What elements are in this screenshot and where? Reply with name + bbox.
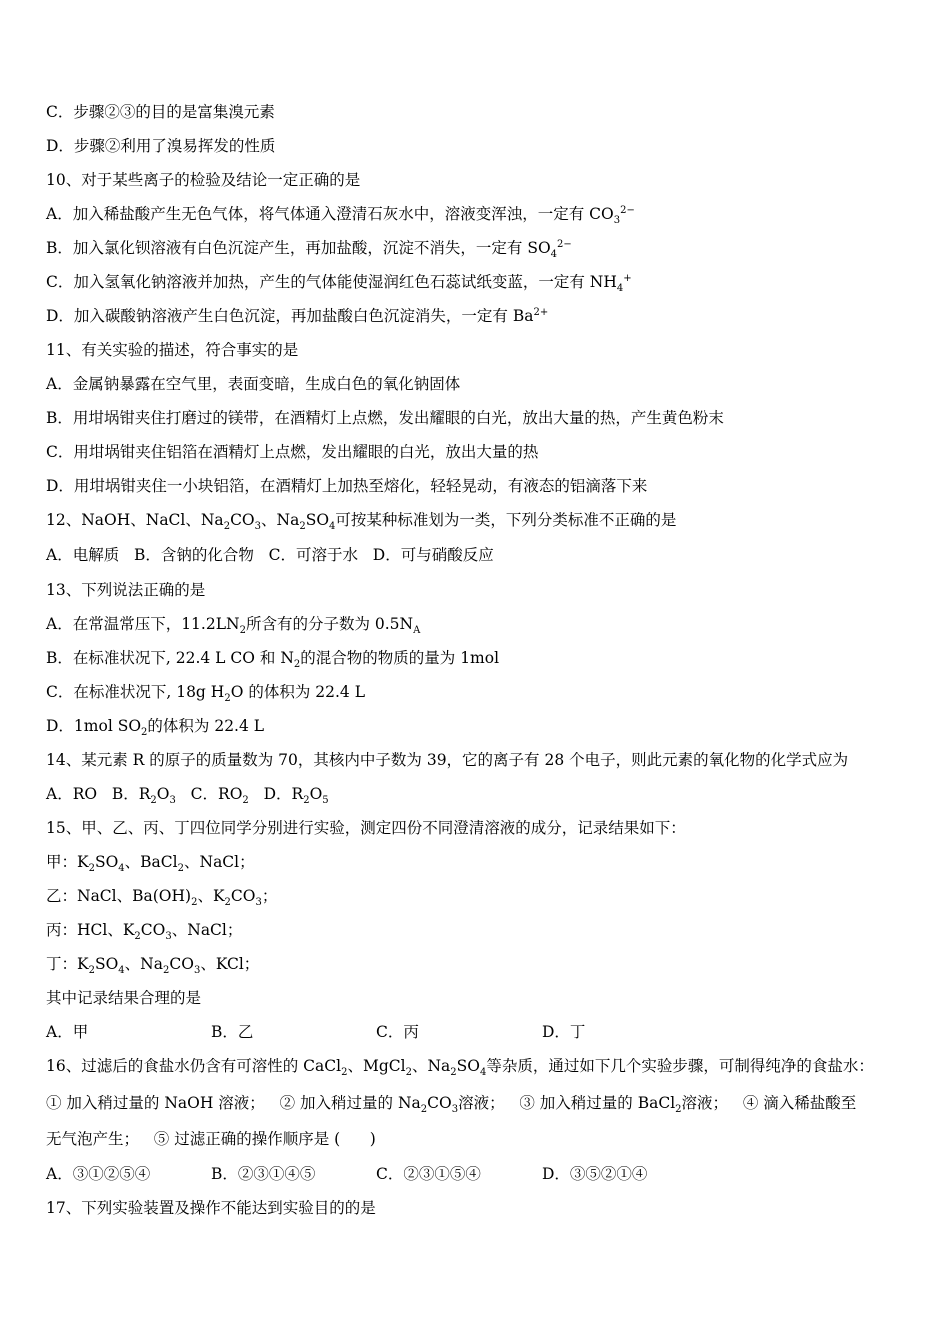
q15-record-bing: 丙：HCl、$K_2CO_3$、NaCl；	[46, 921, 243, 943]
q12-stem: 12、NaOH、NaCl、$Na_2CO_3$、$Na_2SO_4$可按某种标准划为一类，下列分类标准不正确的是	[46, 511, 677, 533]
q15-record-jia: 甲：$K_2SO_4$、BaCl$_2$、NaCl；	[46, 853, 255, 875]
q10-option-d: D．加入碳酸钠溶液产生白色沉淀，再加盐酸白色沉淀消失，一定有 $Ba^{2+}$	[46, 306, 549, 325]
q17-stem: 17、下列实验装置及操作不能达到实验目的的是	[46, 1199, 376, 1217]
q10-stem: 10、对于某些离子的检验及结论一定正确的是	[46, 171, 361, 189]
q15-option-d: D．丁	[542, 1023, 586, 1041]
q15-record-ding: 丁：$K_2SO_4$、$Na_2CO_3$、KCl；	[46, 955, 260, 977]
q16-option-a: A．③①②⑤④	[46, 1165, 151, 1183]
q11-option-b: B．用坩埚钳夹住打磨过的镁带，在酒精灯上点燃，发出耀眼的白光，放出大量的热，产生黄色粉末	[46, 409, 724, 427]
q15-option-a: A．甲	[46, 1023, 89, 1041]
q16-steps-cont: 无气泡产生； ⑤ 过滤正确的操作顺序是 ( )	[46, 1130, 376, 1148]
q15-question: 其中记录结果合理的是	[46, 989, 202, 1007]
q15-stem: 15、甲、乙、丙、丁四位同学分别进行实验，测定四份不同澄清溶液的成分，记录结果如下：	[46, 819, 686, 837]
q12-options: A．电解质 B．含钠的化合物 C．可溶于水 D．可与硝酸反应	[46, 546, 494, 564]
q16-stem: 16、过滤后的食盐水仍含有可溶性的 CaCl$_2$、MgCl$_2$、$Na_2SO_4$等杂质，通过如下几个实验步骤，可制得纯净的食盐水：	[46, 1057, 874, 1079]
q11-stem: 11、有关实验的描述，符合事实的是	[46, 341, 299, 359]
q16-steps: ① 加入稍过量的 NaOH 溶液； ② 加入稍过量的 $Na_2CO_3$溶液； ③ 加入稍过量的 BaCl$_2$溶液； ④ 滴入稀盐酸至	[46, 1094, 857, 1116]
q13-option-d: D．1mol $SO_2$的体积为 22.4 L	[46, 717, 265, 739]
q16-option-b: B．②③①④⑤	[211, 1165, 316, 1183]
q10-option-c: C．加入氢氧化钠溶液并加热，产生的气体能使湿润红色石蕊试纸变蓝，一定有 $NH_4^+$	[46, 272, 632, 295]
q13-option-b: B．在标准状况下, 22.4 L CO 和 $N_2$的混合物的物质的量为 1mol	[46, 649, 500, 671]
q16-option-c: C．②③①⑤④	[376, 1165, 481, 1183]
q11-option-a: A．金属钠暴露在空气里，表面变暗，生成白色的氧化钠固体	[46, 375, 461, 393]
q11-option-d: D．用坩埚钳夹住一小块铝箔，在酒精灯上加热至熔化，轻轻晃动，有液态的铝滴落下来	[46, 477, 648, 495]
q14-options: A．RO B．$R_2O_3$ C．$RO_2$ D．$R_2O_5$	[46, 785, 329, 807]
q15-option-b: B．乙	[211, 1023, 254, 1041]
q13-option-a: A．在常温常压下，$11.2LN_2$所含有的分子数为 $0.5N_A$	[46, 615, 421, 637]
q15-option-c: C．丙	[376, 1023, 419, 1041]
q16-option-d: D．③⑤②①④	[542, 1165, 648, 1183]
q10-option-a: A．加入稀盐酸产生无色气体，将气体通入澄清石灰水中，溶液变浑浊，一定有 $CO_3^{2-}$	[46, 204, 635, 227]
q11-option-c: C．用坩埚钳夹住铝箔在酒精灯上点燃，发出耀眼的白光，放出大量的热	[46, 443, 539, 461]
q14-stem: 14、某元素 R 的原子的质量数为 70，其核内中子数为 39，它的离子有 28 个电子，则此元素的氧化物的化学式应为	[46, 751, 849, 769]
q9-option-c: C．步骤②③的目的是富集溴元素	[46, 103, 275, 121]
q9-option-d: D．步骤②利用了溴易挥发的性质	[46, 137, 276, 155]
q13-option-c: C．在标准状况下, 18g $H_2O$ 的体积为 22.4 L	[46, 683, 365, 705]
q13-stem: 13、下列说法正确的是	[46, 581, 206, 599]
q10-option-b: B．加入氯化钡溶液有白色沉淀产生，再加盐酸，沉淀不消失，一定有 $SO_4^{2-}$	[46, 238, 572, 261]
q15-record-yi: 乙：NaCl、$Ba(OH)_2$、$K_2CO_3$；	[46, 887, 278, 909]
